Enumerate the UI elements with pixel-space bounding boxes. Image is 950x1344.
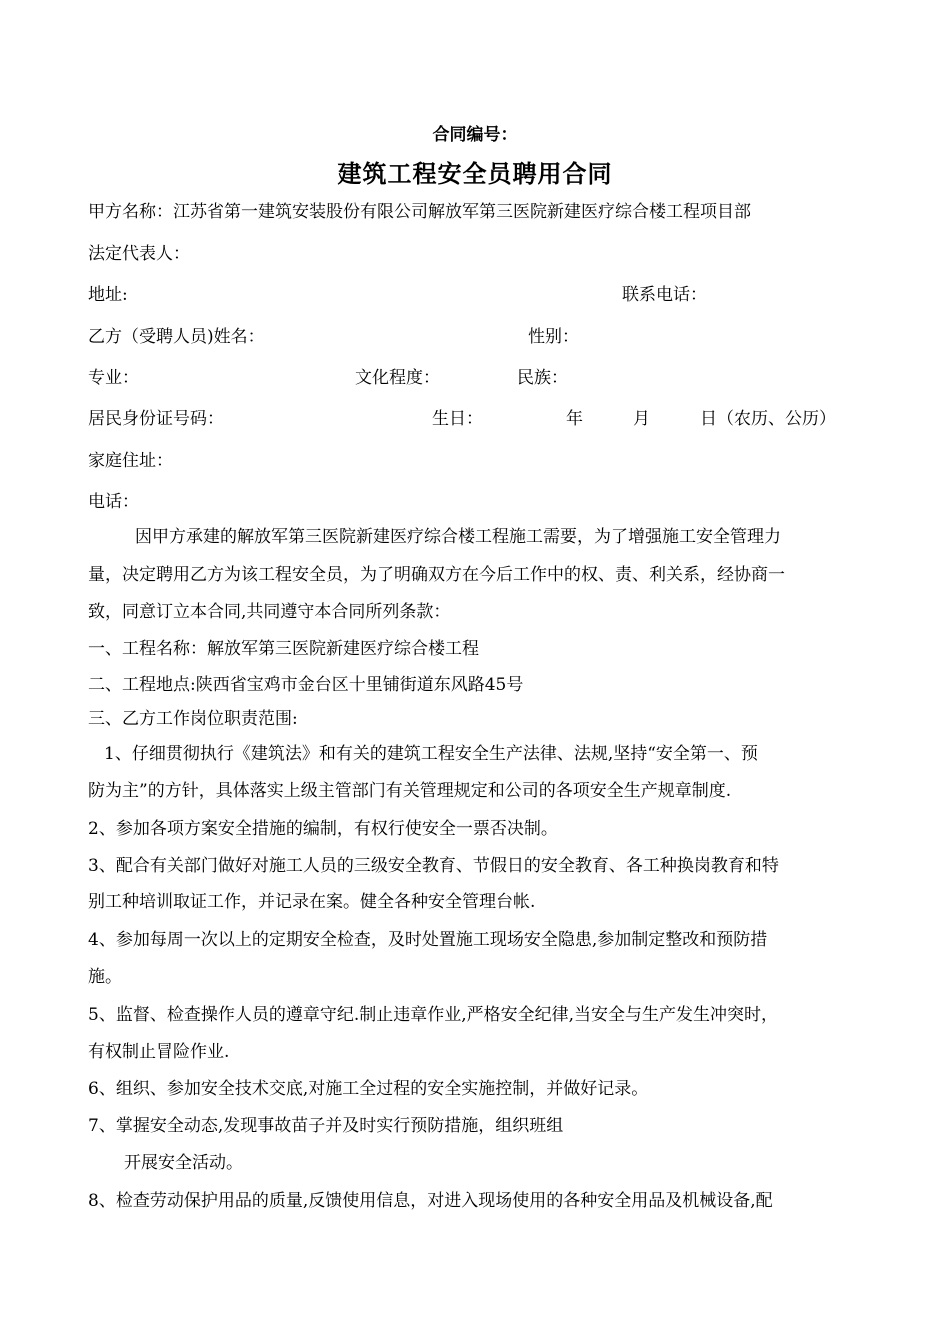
intro-line-3: 致，同意订立本合同,共同遵守本合同所列条款： <box>88 602 451 622</box>
intro-line-2: 量，决定聘用乙方为该工程安全员，为了明确双方在今后工作中的权、责、利关系，经协商一 <box>88 565 785 585</box>
duty-6: 6、组织、参加安全技术交底,对施工全过程的安全实施控制，并做好记录。 <box>88 1079 649 1099</box>
duty-7-line-1: 7、掌握安全动态,发现事故苗子并及时实行预防措施，组织班组 <box>88 1116 564 1136</box>
party-b-home-address-label: 家庭住址： <box>88 451 173 471</box>
party-b-gender-label: 性别： <box>528 327 579 347</box>
duty-3-line-1: 3、配合有关部门做好对施工人员的三级安全教育、节假日的安全教育、各工种换岗教育和特 <box>88 856 779 876</box>
birthday-year-label: 年 <box>566 409 583 429</box>
duty-5-line-1: 5、监督、检查操作人员的遵章守纪.制止违章作业,严格安全纪律,当安全与生产发生冲突时， <box>88 1005 779 1025</box>
duty-1-line-2: 防为主”的方针，具体落实上级主管部门有关管理规定和公司的各项安全生产规章制度. <box>88 781 732 801</box>
party-a-legal-rep-label: 法定代表人： <box>88 244 190 264</box>
clause-project-name: 一、工程名称：解放军第三医院新建医疗综合楼工程 <box>88 639 479 659</box>
duty-1-line-1: 1、仔细贯彻执行《建筑法》和有关的建筑工程安全生产法律、法规,坚持“安全第一、预 <box>104 744 758 764</box>
party-b-education-label: 文化程度： <box>355 368 440 388</box>
party-b-id-label: 居民身份证号码： <box>88 409 224 429</box>
duty-4-line-2: 施。 <box>88 967 122 987</box>
document-title: 建筑工程安全员聘用合同 <box>337 160 613 188</box>
party-b-name-label: 乙方（受聘人员)姓名： <box>88 327 265 347</box>
party-b-major-label: 专业： <box>88 368 139 388</box>
duty-2: 2、参加各项方案安全措施的编制，有权行使安全一票否决制。 <box>88 819 558 839</box>
party-a-phone-label: 联系电话： <box>622 285 707 305</box>
birthday-day-label: 日（农历、公历） <box>700 409 836 429</box>
duty-7-line-2: 开展安全活动。 <box>124 1153 243 1173</box>
intro-line-1: 因甲方承建的解放军第三医院新建医疗综合楼工程施工需要，为了增强施工安全管理力 <box>135 527 781 547</box>
duty-4-line-1: 4、参加每周一次以上的定期安全检查，及时处置施工现场安全隐患,参加制定整改和预防措 <box>88 930 768 950</box>
party-b-ethnicity-label: 民族： <box>517 368 568 388</box>
party-a-name: 甲方名称：江苏省第一建筑安装股份有限公司解放军第三医院新建医疗综合楼工程项目部 <box>88 202 751 222</box>
party-a-address-label: 地址: <box>88 285 128 305</box>
party-b-phone-label: 电话： <box>88 492 139 512</box>
contract-number-label: 合同编号： <box>432 125 518 145</box>
duty-3-line-2: 别工种培训取证工作，并记录在案。健全各种安全管理台帐. <box>88 892 536 912</box>
birthday-month-label: 月 <box>633 409 650 429</box>
clause-project-site: 二、工程地点:陕西省宝鸡市金台区十里铺街道东风路45号 <box>88 675 524 695</box>
party-b-birthday-label: 生日： <box>432 409 483 429</box>
duty-8-line-1: 8、检查劳动保护用品的质量,反馈使用信息，对进入现场使用的各种安全用品及机械设备,配 <box>88 1191 773 1211</box>
duty-5-line-2: 有权制止冒险作业. <box>88 1042 230 1062</box>
clause-duties-heading: 三、乙方工作岗位职责范围: <box>88 709 298 729</box>
